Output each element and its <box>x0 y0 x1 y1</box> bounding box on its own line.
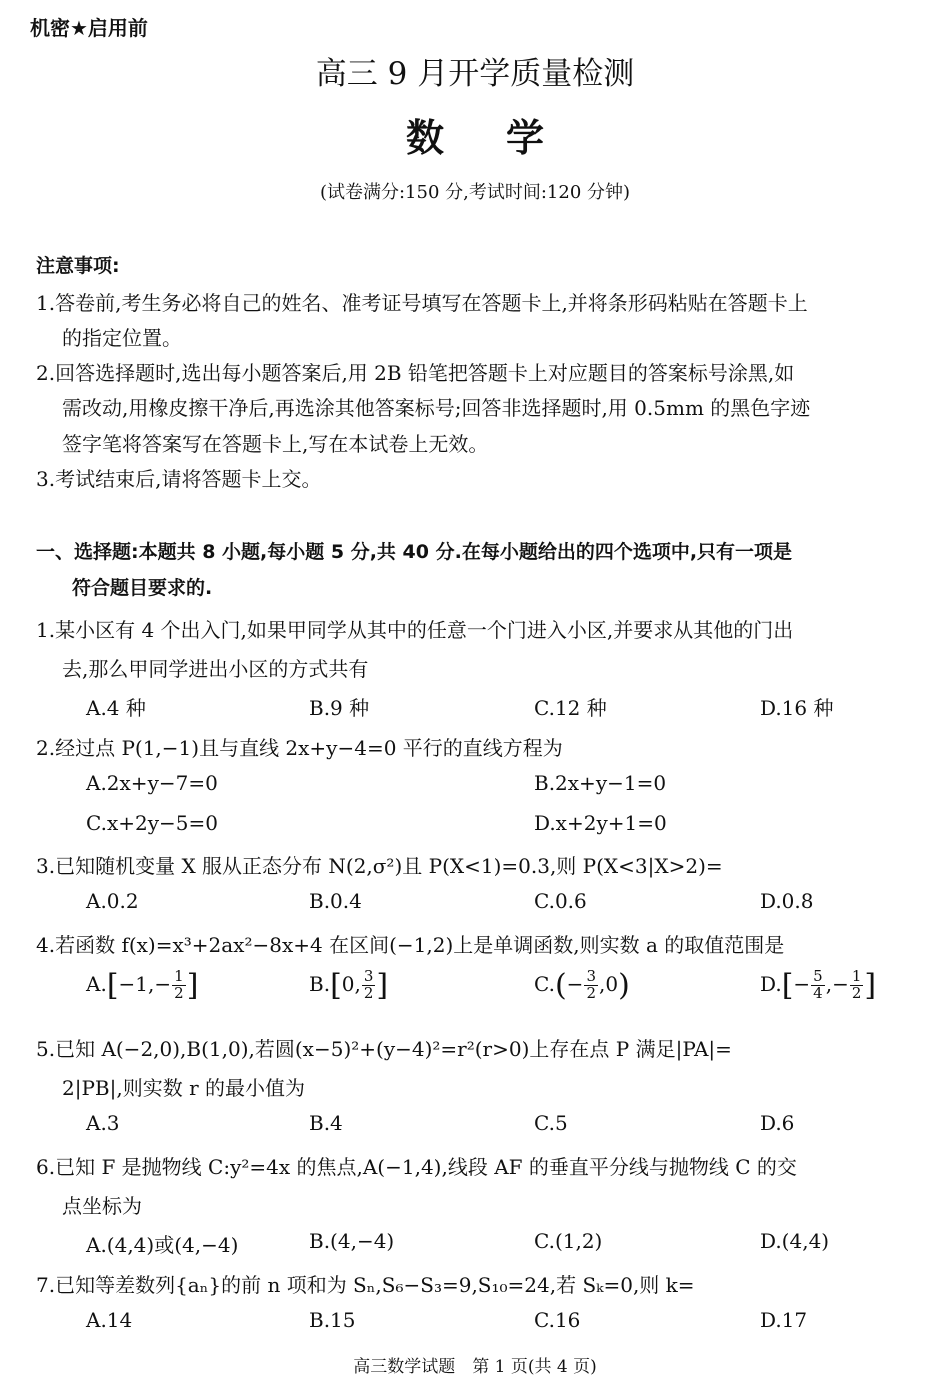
note-line: 需改动,用橡皮擦干净后,再选涂其他答案标号;回答非选择题时,用 0.5mm 的黑色字迹 <box>62 396 811 420</box>
section-heading: 一、选择题:本题共 8 小题,每小题 5 分,共 40 分.在每小题给出的四个选项中,只有一项是 <box>36 541 793 563</box>
numerator: 5 <box>813 967 823 986</box>
q4-option-a <box>86 968 198 1003</box>
option-text: ,0 <box>598 972 619 996</box>
note-line: 3.考试结束后,请将答题卡上交。 <box>36 467 322 491</box>
denominator: 4 <box>813 984 823 1002</box>
exam-info: (试卷满分:150 分,考试时间:120 分钟) <box>319 182 631 203</box>
subject-title: 数学 <box>405 116 606 160</box>
right-paren: ) <box>618 968 630 1003</box>
denominator: 2 <box>363 984 374 1002</box>
option-text: − <box>566 972 584 996</box>
fraction <box>172 969 186 1002</box>
exam-title: 高三 9 月开学质量检测 <box>315 56 635 92</box>
q6-option-b: B.(4,−4) <box>309 1229 395 1253</box>
option-text: 0, <box>341 972 361 996</box>
q6-option-d: D.(4,4) <box>760 1229 830 1253</box>
q3-option-c: C.0.6 <box>534 889 587 913</box>
denominator: 2 <box>586 984 596 1002</box>
fraction <box>811 969 825 1002</box>
notes-heading: 注意事项: <box>36 255 120 277</box>
denominator: 2 <box>174 984 184 1002</box>
question-1-stem-cont: 去,那么甲同学进出小区的方式共有 <box>62 657 369 681</box>
q1-option-a: A.4 种 <box>86 696 146 720</box>
q4-option-d <box>760 968 876 1003</box>
q7-option-c: C.16 <box>534 1308 581 1332</box>
q3-option-a: A.0.2 <box>86 889 139 913</box>
question-4-stem: 4.若函数 f(x)=x³+2ax²−8x+4 在区间(−1,2)上是单调函数,则实数 a 的取值范围是 <box>36 933 785 957</box>
q2-option-c: C.x+2y−5=0 <box>86 811 218 835</box>
option-text: −1,− <box>118 972 172 996</box>
note-line: 签字笔将答案写在答题卡上,写在本试卷上无效。 <box>62 432 489 456</box>
q5-option-d: D.6 <box>760 1111 795 1135</box>
left-bracket: [ <box>330 968 342 1003</box>
q5-option-b: B.4 <box>309 1111 343 1135</box>
left-bracket: [ <box>781 968 794 1003</box>
section-heading-cont: 符合题目要求的. <box>72 577 213 599</box>
q1-option-b: B.9 种 <box>309 696 370 720</box>
secret-label: 机密★启用前 <box>30 16 148 40</box>
question-1-stem: 1.某小区有 4 个出入门,如果甲同学从其中的任意一个门进入小区,并要求从其他的门出 <box>36 618 794 642</box>
option-label: A. <box>86 972 107 996</box>
right-bracket: ] <box>186 968 199 1003</box>
question-7-stem: 7.已知等差数列{aₙ}的前 n 项和为 Sₙ,S₆−S₃=9,S₁₀=24,若 Sₖ=0,则 k= <box>36 1273 695 1297</box>
left-paren: ( <box>554 968 567 1003</box>
q6-option-c: C.(1,2) <box>534 1229 603 1253</box>
right-bracket: ] <box>864 968 877 1003</box>
note-line: 的指定位置。 <box>62 326 182 350</box>
question-3-stem: 3.已知随机变量 X 服从正态分布 N(2,σ²)且 P(X<1)=0.3,则 P(X<3|X>2)= <box>36 854 723 878</box>
q6-option-a: A.(4,4)或(4,−4) <box>86 1233 239 1257</box>
fraction <box>584 969 598 1002</box>
question-6-stem: 6.已知 F 是抛物线 C:y²=4x 的焦点,A(−1,4),线段 AF 的垂直平分线与抛物线 C 的交 <box>36 1155 797 1179</box>
numerator: 3 <box>586 967 596 986</box>
numerator: 1 <box>851 967 862 986</box>
option-text: ,− <box>825 972 849 996</box>
fraction <box>850 969 864 1002</box>
fraction <box>362 969 376 1002</box>
right-bracket: ] <box>376 968 389 1003</box>
q5-option-a: A.3 <box>86 1111 120 1135</box>
numerator: 3 <box>363 967 374 986</box>
q7-option-a: A.14 <box>86 1308 133 1332</box>
q1-option-c: C.12 种 <box>534 696 607 720</box>
q4-option-b <box>309 968 388 1003</box>
question-2-stem: 2.经过点 P(1,−1)且与直线 2x+y−4=0 平行的直线方程为 <box>36 736 563 760</box>
numerator: 1 <box>174 967 184 986</box>
page-footer: 高三数学试题 第 1 页(共 4 页) <box>353 1357 597 1377</box>
option-text: − <box>793 972 811 996</box>
question-6-stem-cont: 点坐标为 <box>62 1194 142 1218</box>
q2-option-b: B.2x+y−1=0 <box>534 771 667 795</box>
q3-option-b: B.0.4 <box>309 889 362 913</box>
denominator: 2 <box>851 984 862 1002</box>
note-line: 1.答卷前,考生务必将自己的姓名、准考证号填写在答题卡上,并将条形码粘贴在答题卡上 <box>36 291 808 315</box>
q7-option-b: B.15 <box>309 1308 356 1332</box>
q4-option-c <box>534 968 630 1003</box>
q2-option-d: D.x+2y+1=0 <box>534 811 667 835</box>
note-line: 2.回答选择题时,选出每小题答案后,用 2B 铅笔把答题卡上对应题目的答案标号涂黑,如 <box>36 361 795 385</box>
q3-option-d: D.0.8 <box>760 889 814 913</box>
option-label: B. <box>309 972 331 996</box>
q7-option-d: D.17 <box>760 1308 808 1332</box>
question-5-stem-cont: 2|PB|,则实数 r 的最小值为 <box>62 1076 305 1100</box>
left-bracket: [ <box>106 968 119 1003</box>
q1-option-d: D.16 种 <box>760 696 834 720</box>
option-label: D. <box>760 972 782 996</box>
q2-option-a: A.2x+y−7=0 <box>86 771 218 795</box>
question-5-stem: 5.已知 A(−2,0),B(1,0),若圆(x−5)²+(y−4)²=r²(r>0)上存在点 P 满足|PA|= <box>36 1037 732 1061</box>
q5-option-c: C.5 <box>534 1111 568 1135</box>
option-label: C. <box>534 972 555 996</box>
